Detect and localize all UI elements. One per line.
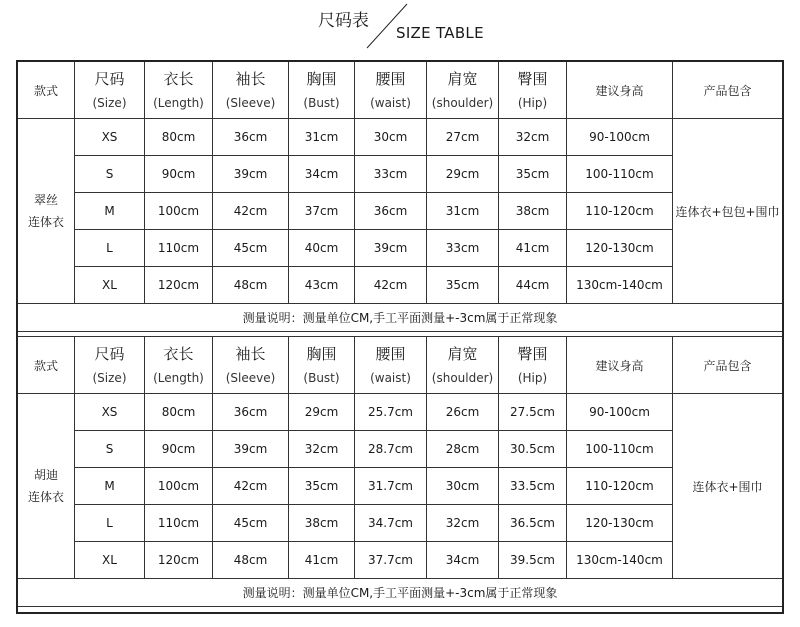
- cell-bust: 32cm: [289, 431, 355, 468]
- cell-sleeve: 42cm: [213, 468, 289, 505]
- header-hip-cn: 臀围: [517, 345, 548, 363]
- cell-height: 130cm-140cm: [567, 542, 673, 579]
- cell-size: XL: [75, 267, 145, 304]
- table-section: [18, 337, 783, 607]
- header-shoulder: [427, 62, 499, 119]
- cell-length: 100cm: [145, 468, 213, 505]
- cell-shoulder: 28cm: [427, 431, 499, 468]
- cell-waist: 37.7cm: [355, 542, 427, 579]
- header-style: 款式: [18, 62, 75, 119]
- cell-shoulder: 26cm: [427, 394, 499, 431]
- table-row: [18, 156, 783, 193]
- header-size-cn: 尺码: [94, 70, 125, 88]
- cell-shoulder: 34cm: [427, 542, 499, 579]
- header-style: 款式: [18, 337, 75, 394]
- header-length-en: (Length): [153, 96, 204, 110]
- header-sleeve-en: (Sleeve): [225, 371, 276, 385]
- header-height: 建议身高: [567, 62, 673, 119]
- title-english: SIZE TABLE: [396, 24, 484, 42]
- header-length: [145, 337, 213, 394]
- table-row: [18, 267, 783, 304]
- cell-length: 90cm: [145, 156, 213, 193]
- header-length-en: (Length): [153, 371, 204, 385]
- cell-waist: 31.7cm: [355, 468, 427, 505]
- cell-hip: 27.5cm: [499, 394, 567, 431]
- table-row: [18, 394, 783, 431]
- header-size-en: (Size): [92, 371, 127, 385]
- table-row: [18, 431, 783, 468]
- style-name-line2: 连体衣: [27, 490, 64, 504]
- cell-bust: 38cm: [289, 505, 355, 542]
- cell-waist: 33cm: [355, 156, 427, 193]
- measurement-note: 测量说明：测量单位CM,手工平面测量+-3cm属于正常现象: [18, 304, 783, 332]
- cell-bust: 43cm: [289, 267, 355, 304]
- cell-bust: 41cm: [289, 542, 355, 579]
- cell-height: 90-100cm: [567, 119, 673, 156]
- cell-length: 120cm: [145, 267, 213, 304]
- cell-size: XL: [75, 542, 145, 579]
- cell-sleeve: 48cm: [213, 267, 289, 304]
- header-size-cn: 尺码: [94, 345, 125, 363]
- header-waist: [355, 62, 427, 119]
- cell-hip: 30.5cm: [499, 431, 567, 468]
- header-shoulder-cn: 肩宽: [447, 70, 478, 88]
- header-length-cn: 衣长: [163, 345, 194, 363]
- cell-length: 80cm: [145, 394, 213, 431]
- cell-length: 110cm: [145, 230, 213, 267]
- cell-length: 110cm: [145, 505, 213, 542]
- cell-hip: 39.5cm: [499, 542, 567, 579]
- package-cell: 连体衣+围巾: [673, 394, 783, 579]
- cell-size: L: [75, 505, 145, 542]
- cell-length: 80cm: [145, 119, 213, 156]
- table-row: [18, 193, 783, 230]
- header-sleeve: [213, 62, 289, 119]
- title-chinese: 尺码表: [318, 11, 369, 31]
- header-bust-en: (Bust): [303, 96, 340, 110]
- cell-shoulder: 35cm: [427, 267, 499, 304]
- cell-sleeve: 45cm: [213, 505, 289, 542]
- size-table-bottom: [17, 336, 783, 607]
- cell-waist: 30cm: [355, 119, 427, 156]
- cell-sleeve: 36cm: [213, 394, 289, 431]
- cell-bust: 29cm: [289, 394, 355, 431]
- cell-height: 120-130cm: [567, 505, 673, 542]
- cell-hip: 33.5cm: [499, 468, 567, 505]
- cell-waist: 42cm: [355, 267, 427, 304]
- header-waist-cn: 腰围: [375, 70, 406, 88]
- table-row: [18, 542, 783, 579]
- header-sleeve-cn: 袖长: [235, 70, 266, 88]
- cell-length: 120cm: [145, 542, 213, 579]
- note-row: [18, 579, 783, 607]
- header-bust: [289, 337, 355, 394]
- cell-waist: 28.7cm: [355, 431, 427, 468]
- header-row: [18, 337, 783, 394]
- header-height: 建议身高: [567, 337, 673, 394]
- cell-size: M: [75, 193, 145, 230]
- header-size-en: (Size): [92, 96, 127, 110]
- cell-length: 90cm: [145, 431, 213, 468]
- table-row: [18, 230, 783, 267]
- header-bust-cn: 胸围: [306, 345, 337, 363]
- table-row: [18, 119, 783, 156]
- header-size: [75, 62, 145, 119]
- cell-height: 110-120cm: [567, 193, 673, 230]
- header-sleeve: [213, 337, 289, 394]
- cell-hip: 35cm: [499, 156, 567, 193]
- header-hip: [499, 62, 567, 119]
- style-name-line1: 翠丝: [33, 193, 58, 207]
- cell-shoulder: 30cm: [427, 468, 499, 505]
- cell-bust: 37cm: [289, 193, 355, 230]
- cell-bust: 35cm: [289, 468, 355, 505]
- cell-shoulder: 32cm: [427, 505, 499, 542]
- cell-height: 90-100cm: [567, 394, 673, 431]
- header-row: [18, 62, 783, 119]
- header-sleeve-en: (Sleeve): [225, 96, 276, 110]
- header-waist-en: (waist): [370, 96, 411, 110]
- cell-length: 100cm: [145, 193, 213, 230]
- header-sleeve-cn: 袖长: [235, 345, 266, 363]
- cell-hip: 41cm: [499, 230, 567, 267]
- style-name-cell: [18, 119, 75, 304]
- measurement-note: 测量说明：测量单位CM,手工平面测量+-3cm属于正常现象: [18, 579, 783, 607]
- header-waist: [355, 337, 427, 394]
- header-shoulder-en: (shoulder): [431, 371, 494, 385]
- header-shoulder-cn: 肩宽: [447, 345, 478, 363]
- cell-sleeve: 36cm: [213, 119, 289, 156]
- cell-hip: 44cm: [499, 267, 567, 304]
- package-cell: 连体衣+包包+围巾: [673, 119, 783, 304]
- cell-bust: 34cm: [289, 156, 355, 193]
- cell-hip: 36.5cm: [499, 505, 567, 542]
- header-bust-en: (Bust): [303, 371, 340, 385]
- cell-shoulder: 33cm: [427, 230, 499, 267]
- header-hip-cn: 臀围: [517, 70, 548, 88]
- cell-height: 110-120cm: [567, 468, 673, 505]
- cell-height: 100-110cm: [567, 431, 673, 468]
- cell-waist: 34.7cm: [355, 505, 427, 542]
- header-size: [75, 337, 145, 394]
- cell-size: S: [75, 156, 145, 193]
- cell-size: L: [75, 230, 145, 267]
- cell-hip: 38cm: [499, 193, 567, 230]
- cell-height: 130cm-140cm: [567, 267, 673, 304]
- cell-sleeve: 42cm: [213, 193, 289, 230]
- cell-height: 100-110cm: [567, 156, 673, 193]
- cell-size: S: [75, 431, 145, 468]
- cell-size: XS: [75, 394, 145, 431]
- note-row: [18, 304, 783, 332]
- cell-bust: 40cm: [289, 230, 355, 267]
- cell-bust: 31cm: [289, 119, 355, 156]
- cell-waist: 39cm: [355, 230, 427, 267]
- cell-waist: 25.7cm: [355, 394, 427, 431]
- table-section: [18, 62, 783, 332]
- header-package: 产品包含: [673, 337, 783, 394]
- header-shoulder: [427, 337, 499, 394]
- table-row: [18, 505, 783, 542]
- cell-shoulder: 27cm: [427, 119, 499, 156]
- header-hip-en: (Hip): [517, 96, 548, 110]
- cell-sleeve: 39cm: [213, 431, 289, 468]
- header-shoulder-en: (shoulder): [431, 96, 494, 110]
- size-table-top: [17, 61, 783, 332]
- cell-sleeve: 48cm: [213, 542, 289, 579]
- header-length: [145, 62, 213, 119]
- style-name-line1: 胡迪: [33, 468, 58, 482]
- cell-height: 120-130cm: [567, 230, 673, 267]
- header-waist-en: (waist): [370, 371, 411, 385]
- cell-hip: 32cm: [499, 119, 567, 156]
- header-bust-cn: 胸围: [306, 70, 337, 88]
- cell-waist: 36cm: [355, 193, 427, 230]
- header-length-cn: 衣长: [163, 70, 194, 88]
- table-row: [18, 468, 783, 505]
- cell-shoulder: 29cm: [427, 156, 499, 193]
- cell-size: M: [75, 468, 145, 505]
- cell-size: XS: [75, 119, 145, 156]
- cell-sleeve: 39cm: [213, 156, 289, 193]
- header-package: 产品包含: [673, 62, 783, 119]
- header-hip-en: (Hip): [517, 371, 548, 385]
- cell-shoulder: 31cm: [427, 193, 499, 230]
- style-name-cell: [18, 394, 75, 579]
- header-bust: [289, 62, 355, 119]
- header-waist-cn: 腰围: [375, 345, 406, 363]
- style-name-line2: 连体衣: [27, 215, 64, 229]
- cell-sleeve: 45cm: [213, 230, 289, 267]
- header-hip: [499, 337, 567, 394]
